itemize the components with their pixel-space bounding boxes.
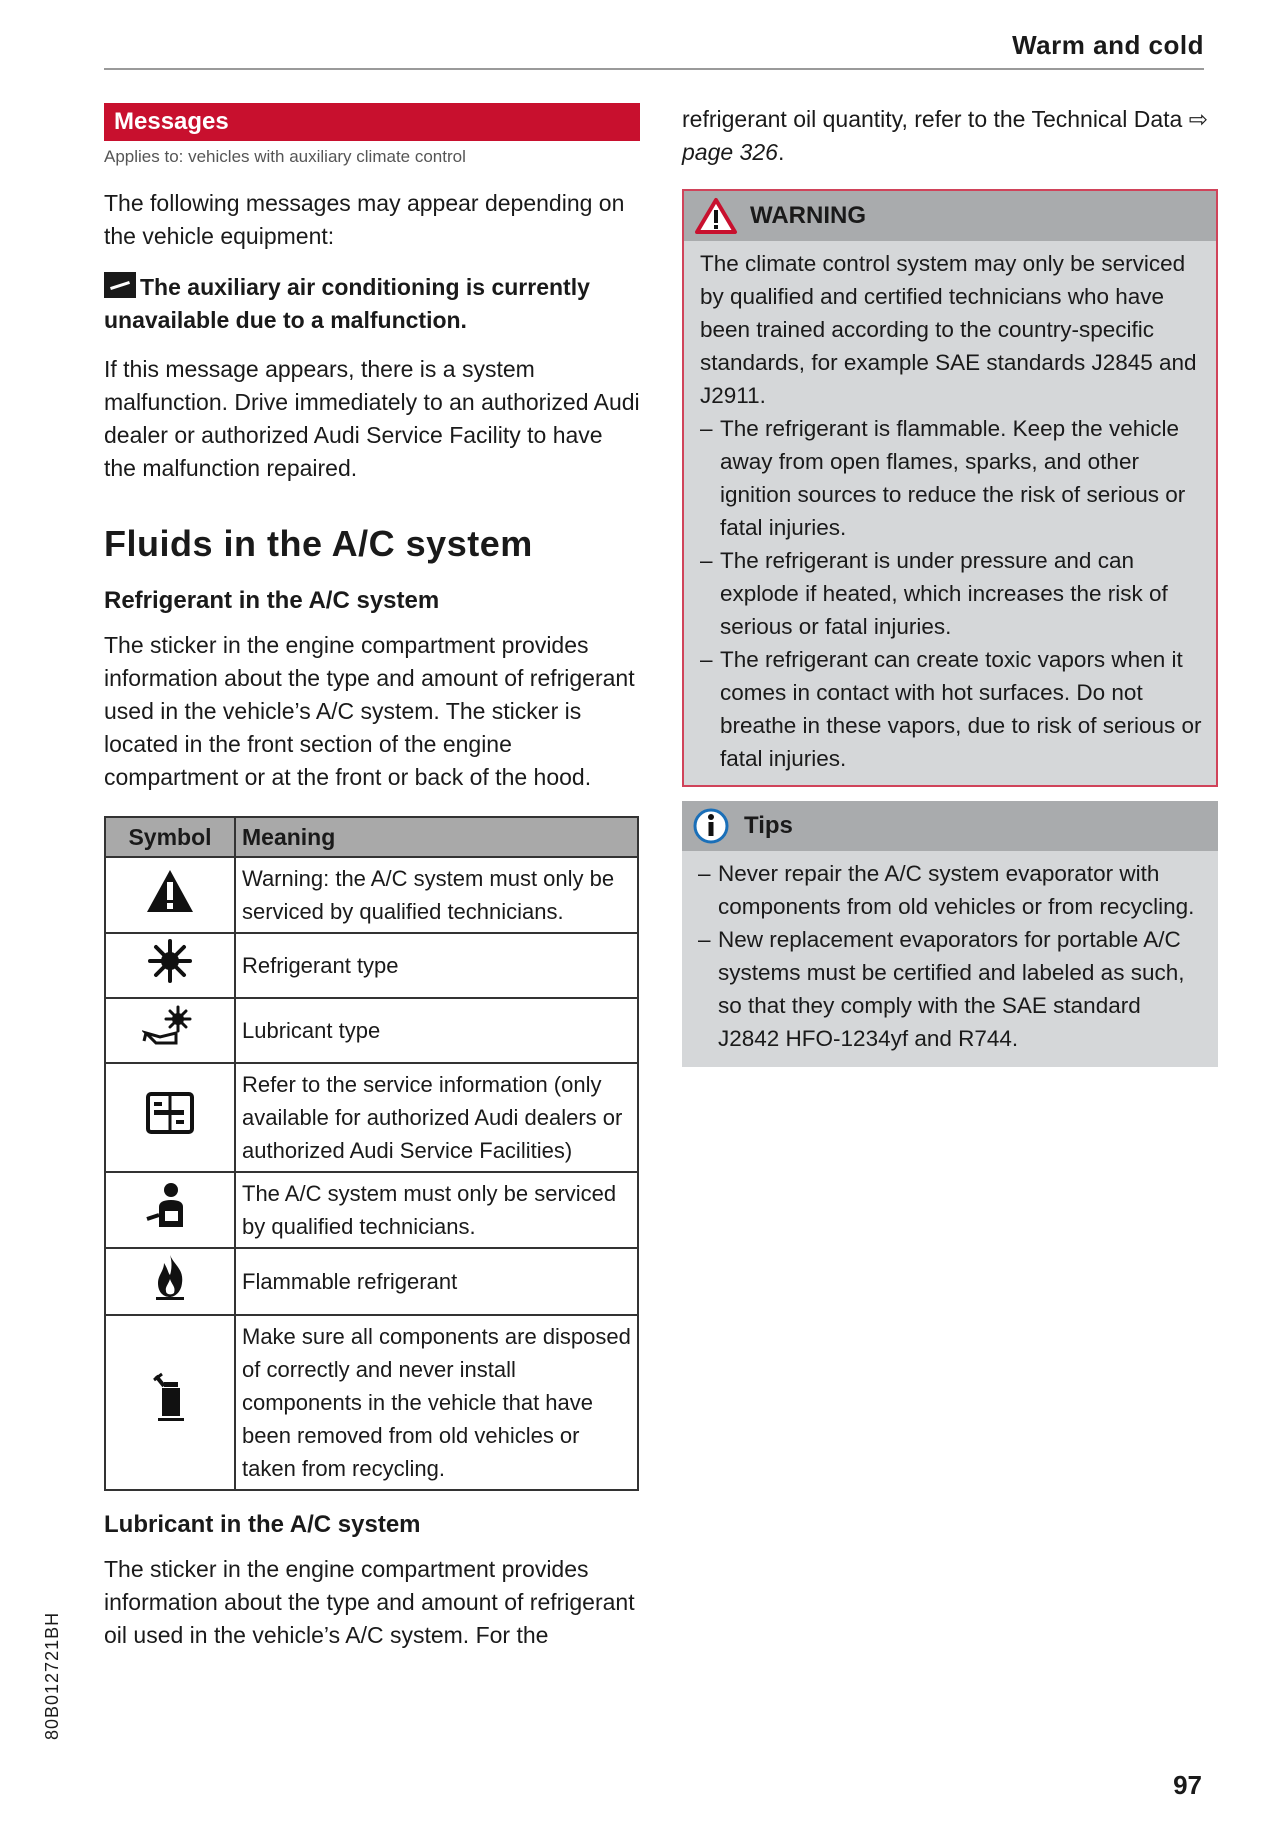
alert-description: If this message appears, there is a system malfunction. Drive immediately to an authorized Audi dealer or authorized Audi Service Facility to have the malfunction repaired. [104, 356, 640, 481]
disposal-bin-icon [150, 1372, 190, 1424]
warning-triangle-icon [694, 197, 738, 235]
meaning-cell: Refer to the service information (only available for authorized Audi dealers or authorized Audi Service Facilities) [235, 1063, 638, 1172]
refrigerant-text: The sticker in the engine compartment provides information about the type and amount of refrigerant used in the vehicle’s A/C system. The sticker is located in the front section of the engine compartment or at the front or back of the hood. [104, 632, 635, 790]
continuation-text: refrigerant oil quantity, refer to the Technical Data ⇨ page 326. [682, 106, 1208, 165]
meaning-cell: Warning: the A/C system must only be serviced by qualified technicians. [235, 857, 638, 933]
meaning-cell: Flammable refrigerant [235, 1248, 638, 1315]
messages-intro: The following messages may appear depending on the vehicle equipment: [104, 190, 625, 249]
symbol-cell [105, 1063, 235, 1172]
tips-title: Tips [744, 812, 793, 839]
left-column [104, 103, 640, 1652]
table-row [105, 1248, 638, 1315]
meaning-cell: Make sure all components are disposed of correctly and never install components in the vehicle that have been removed from old vehicles or taken from recycling. [235, 1315, 638, 1490]
meaning-cell: The A/C system must only be serviced by qualified technicians. [235, 1172, 638, 1248]
symbol-cell [105, 933, 235, 998]
alert-message [104, 271, 640, 337]
warning-title: WARNING [750, 202, 866, 229]
info-icon [692, 807, 730, 845]
refrigerant-snowflake-icon [147, 938, 193, 984]
symbol-cell [105, 857, 235, 933]
flame-icon [150, 1253, 190, 1301]
lubricant-oilcan-icon [142, 1003, 198, 1049]
list-item: – Never repair the A/C system evaporator with components from old vehicles or from recycling. [698, 857, 1204, 923]
table-row [105, 1172, 638, 1248]
symbol-cell [105, 998, 235, 1063]
warning-triangle-icon [145, 868, 195, 914]
tips-body [682, 851, 1218, 1067]
col-header-meaning: Meaning [235, 817, 638, 857]
lubricant-heading: Lubricant in the A/C system [104, 1511, 421, 1538]
symbol-cell [105, 1248, 235, 1315]
warning-text: The climate control system may only be serviced by qualified and certified technicians who have been trained according to the country-specific standards, for example SAE standards J2845 and J2911. [700, 251, 1197, 408]
list-item: – New replacement evaporators for portable A/C systems must be certified and labeled as such, so that they comply with the SAE standard J2842 HFO-1234yf and R744. [698, 923, 1204, 1055]
technician-icon [145, 1181, 195, 1231]
symbol-cell [105, 1172, 235, 1248]
fluids-heading: Fluids in the A/C system [104, 523, 533, 564]
lubricant-text: The sticker in the engine compartment provides information about the type and amount of refrigerant oil used in the vehicle’s A/C system. For the [104, 1556, 635, 1648]
table-row [105, 1063, 638, 1172]
table-row [105, 998, 638, 1063]
continuation-text-body: refrigerant oil quantity, refer to the Technical Data ⇨ [682, 106, 1208, 132]
col-header-symbol: Symbol [105, 817, 235, 857]
header-rule [104, 68, 1204, 70]
right-column [682, 103, 1218, 1067]
tips-header [682, 801, 1218, 851]
warning-list [700, 412, 1202, 775]
refrigerant-heading: Refrigerant in the A/C system [104, 587, 440, 614]
symbol-table [104, 816, 639, 1491]
table-row [105, 933, 638, 998]
meaning-cell: Refrigerant type [235, 933, 638, 998]
applies-to-note: Applies to: vehicles with auxiliary climate control [104, 147, 466, 166]
service-manual-icon [144, 1090, 196, 1136]
meaning-cell: Lubricant type [235, 998, 638, 1063]
document-code: 80B012721BH [42, 1611, 62, 1740]
page-number: 97 [1173, 1770, 1202, 1800]
symbol-cell [105, 1315, 235, 1490]
tips-box [682, 801, 1218, 1067]
table-row [105, 1315, 638, 1490]
list-item: – The refrigerant can create toxic vapors when it comes in contact with hot surfaces. Do not breathe in these vapors, due to risk of serious or fatal injuries. [700, 643, 1202, 775]
ac-malfunction-icon [104, 272, 136, 298]
list-item: – The refrigerant is flammable. Keep the vehicle away from open flames, sparks, and other ignition sources to reduce the risk of serious or fatal injuries. [700, 412, 1202, 544]
warning-header [684, 191, 1216, 241]
warning-body [684, 241, 1216, 785]
page-reference-link[interactable]: page 326 [682, 139, 778, 165]
warning-box [682, 189, 1218, 787]
table-header-row [105, 817, 638, 857]
tips-list [698, 857, 1204, 1055]
alert-message-text: The auxiliary air conditioning is currently unavailable due to a malfunction. [104, 274, 590, 333]
header-title: Warm and cold [1012, 30, 1204, 60]
list-item: – The refrigerant is under pressure and can explode if heated, which increases the risk of serious or fatal injuries. [700, 544, 1202, 643]
messages-heading: Messages [104, 103, 640, 141]
table-row [105, 857, 638, 933]
